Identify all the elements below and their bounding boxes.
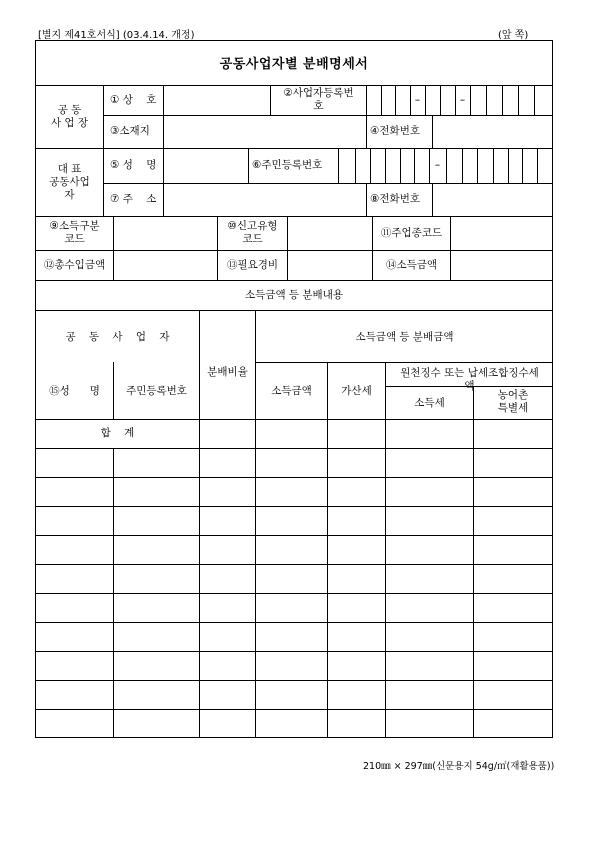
rule: [248, 148, 249, 183]
rule: [255, 310, 256, 738]
report-type-code-label: ⑩신고유형 코드: [227, 220, 278, 245]
business-phone-field[interactable]: [433, 116, 552, 147]
representative-phone-label: ⑧전화번호: [370, 193, 420, 205]
rule: [385, 148, 386, 183]
rule: [462, 148, 463, 183]
rule: [35, 310, 553, 311]
withholding-group-header: 원천징수 또는 납세조합징수세 액: [400, 367, 539, 392]
representative-address-label: ⑦ 주 소: [110, 193, 157, 205]
partner-header: 공 동 사 업 자: [65, 331, 170, 343]
rule: [35, 85, 553, 86]
ratio-header: 분배비율: [207, 366, 248, 378]
rule: [440, 85, 441, 115]
main-industry-code-field[interactable]: [451, 217, 552, 249]
rule: [537, 148, 538, 183]
business-phone-label: ④전화번호: [370, 125, 420, 137]
rule: [522, 148, 523, 183]
expenses-field[interactable]: [288, 251, 371, 279]
regno-dash: –: [414, 94, 421, 106]
rule: [508, 148, 509, 183]
total-income-label: ⑫총수입금액: [43, 259, 106, 271]
distribution-section-title: 소득금액 등 분배내용: [245, 289, 343, 301]
rule: [366, 115, 367, 148]
income-amount-label: ⑭소득금액: [385, 259, 438, 271]
representative-rrn-label: ⑥주민등록번호: [252, 159, 323, 171]
rrn-header: 주민등록번호: [126, 385, 187, 397]
rule: [425, 85, 426, 115]
income-header: 소득금액: [271, 385, 312, 397]
rule: [355, 148, 356, 183]
rule: [366, 183, 367, 216]
rule: [486, 85, 487, 115]
rule: [35, 148, 553, 149]
rule: [400, 148, 401, 183]
rule: [35, 280, 553, 281]
income-tax-header: 소득세: [414, 397, 445, 409]
main-industry-code-label: ⑪주업종코드: [380, 227, 443, 239]
rule: [103, 85, 104, 216]
rule: [473, 386, 474, 738]
representative-address-field[interactable]: [164, 184, 365, 215]
rule: [366, 85, 367, 115]
form-title: 공동사업자별 분배명세서: [219, 57, 369, 72]
rural-tax-header: 농어촌 특별세: [497, 389, 529, 414]
expenses-label: ⑬필요경비: [226, 259, 279, 271]
business-regno-label: ②사업자등록번 호: [283, 87, 354, 112]
rule: [470, 85, 471, 115]
additional-tax-header: 가산세: [341, 385, 372, 397]
rule: [255, 362, 553, 363]
footer-note: 210㎜ × 297㎜(신문용지 54g/㎡(재활용품)): [363, 761, 555, 772]
name-header: ⑮성 명: [49, 385, 100, 397]
rule: [446, 148, 447, 183]
total-income-field[interactable]: [114, 251, 216, 279]
business-section-label: 공 동 사 업 장: [50, 104, 89, 129]
form-number: [별지 제41호서식] (03.4.14. 개정): [38, 30, 195, 41]
business-name-label: ① 상 호: [110, 94, 157, 106]
representative-section-label: 대 표 공동사업 자: [49, 163, 90, 201]
business-name-field[interactable]: [164, 86, 269, 114]
business-address-label: ③소재지: [110, 125, 150, 137]
rule: [477, 148, 478, 183]
representative-name-field[interactable]: [164, 149, 247, 182]
rule: [327, 362, 328, 738]
rule: [370, 148, 371, 183]
representative-name-label: ⑤ 성 명: [110, 159, 157, 171]
rule: [534, 85, 535, 115]
rule: [35, 419, 553, 420]
rule: [338, 148, 339, 183]
rrn-dash: –: [434, 159, 441, 171]
page-side: (앞 쪽): [498, 30, 529, 41]
business-address-field[interactable]: [164, 116, 365, 147]
total-row-label: 합 계: [100, 427, 135, 439]
regno-dash: –: [459, 94, 466, 106]
income-amount-field[interactable]: [451, 251, 552, 279]
rule: [493, 148, 494, 183]
report-type-code-field[interactable]: [288, 217, 371, 249]
rule: [518, 85, 519, 115]
representative-phone-field[interactable]: [433, 184, 552, 215]
amount-group-header: 소득금액 등 분배금액: [355, 331, 454, 343]
income-type-code-label: ⑨소득구분 코드: [49, 220, 100, 245]
rule: [381, 85, 382, 115]
rule: [385, 362, 386, 738]
income-type-code-field[interactable]: [114, 217, 216, 249]
rule: [414, 148, 415, 183]
rule: [395, 85, 396, 115]
rule: [502, 85, 503, 115]
rule: [113, 448, 114, 738]
